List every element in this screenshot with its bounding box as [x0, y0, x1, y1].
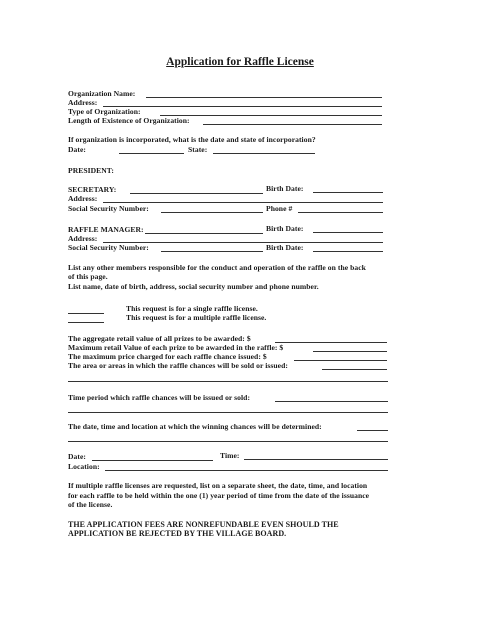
form-title: Application for Raffle License	[166, 56, 314, 68]
org-name-label: Organization Name:	[68, 89, 136, 98]
manager-birth2-field[interactable]	[313, 251, 383, 252]
org-length-label: Length of Existence of Organization:	[68, 116, 190, 125]
secretary-ssn-field[interactable]	[161, 212, 263, 213]
manager-ssn-field[interactable]	[161, 251, 263, 252]
members-line2: of this page.	[68, 272, 108, 281]
event-date-field[interactable]	[92, 460, 213, 461]
time-period-field-line2[interactable]	[68, 412, 388, 413]
incorporation-question: If organization is incorporated, what is the date and state of incorporation?	[68, 135, 316, 144]
fees-notice-line1: THE APPLICATION FEES ARE NONREFUNDABLE EVEN SHOULD THE	[68, 520, 339, 529]
manager-field[interactable]	[145, 233, 263, 234]
multiple-note-line3: of the license.	[68, 500, 113, 509]
event-date-label: Date:	[68, 452, 86, 461]
winning-field-line2[interactable]	[68, 441, 388, 442]
max-value-label: Maximum retail Value of each prize to be awarded in the raffle: $	[68, 343, 284, 352]
secretary-phone-label: Phone #	[266, 204, 293, 213]
area-field[interactable]	[322, 369, 387, 370]
area-label: The area or areas in which the raffle chances will be sold or issued:	[68, 361, 288, 370]
org-type-label: Type of Organization:	[68, 107, 141, 116]
members-line1: List any other members responsible for the conduct and operation of the raffle on the back	[68, 263, 366, 272]
aggregate-label: The aggregate retail value of all prizes to be awarded: $	[68, 334, 251, 343]
members-line3: List name, date of birth, address, social security number and phone number.	[68, 282, 319, 291]
area-field-line2[interactable]	[68, 381, 388, 382]
secretary-birth-field[interactable]	[313, 192, 383, 193]
manager-address-label: Address:	[68, 234, 98, 243]
max-price-field[interactable]	[294, 360, 387, 361]
event-time-field[interactable]	[244, 459, 388, 460]
winning-label: The date, time and location at which the winning chances will be determined:	[68, 422, 322, 431]
max-price-label: The maximum price charged for each raffle chance issued: $	[68, 352, 267, 361]
time-period-field[interactable]	[275, 401, 388, 402]
secretary-ssn-label: Social Security Number:	[68, 204, 149, 213]
secretary-label: SECRETARY:	[68, 185, 117, 194]
org-type-field[interactable]	[160, 115, 382, 116]
manager-label: RAFFLE MANAGER:	[68, 225, 144, 234]
secretary-field[interactable]	[130, 193, 263, 194]
secretary-phone-field[interactable]	[298, 212, 383, 213]
org-length-field[interactable]	[203, 124, 382, 125]
secretary-birth-label: Birth Date:	[266, 184, 304, 193]
org-name-field[interactable]	[146, 97, 382, 98]
winning-field[interactable]	[357, 430, 388, 431]
event-time-label: Time:	[220, 451, 240, 460]
multiple-check-field[interactable]	[68, 322, 104, 323]
manager-birth-label: Birth Date:	[266, 224, 304, 233]
org-address-label: Address:	[68, 98, 98, 107]
aggregate-field[interactable]	[275, 342, 387, 343]
secretary-address-label: Address:	[68, 194, 98, 203]
multiple-request-text: This request is for a multiple raffle license.	[126, 313, 267, 322]
manager-birth2-label: Birth Date:	[266, 243, 304, 252]
manager-ssn-label: Social Security Number:	[68, 243, 149, 252]
fees-notice-line2: APPLICATION BE REJECTED BY THE VILLAGE BOARD.	[68, 529, 287, 538]
multiple-note-line2: for each raffle to be held within the one (1) year period of time from the date of the issuance	[68, 491, 370, 500]
event-location-label: Location:	[68, 462, 100, 471]
single-check-field[interactable]	[68, 313, 104, 314]
incorporation-date-field[interactable]	[119, 153, 184, 154]
incorporation-state-label: State:	[188, 145, 208, 154]
time-period-label: Time period which raffle chances will be issued or sold:	[68, 393, 251, 402]
single-request-text: This request is for a single raffle license.	[126, 304, 258, 313]
incorporation-date-label: Date:	[68, 145, 86, 154]
event-location-field[interactable]	[105, 470, 388, 471]
manager-birth-field[interactable]	[313, 232, 383, 233]
secretary-address-field[interactable]	[103, 202, 383, 203]
incorporation-state-field[interactable]	[213, 153, 315, 154]
max-value-field[interactable]	[313, 351, 387, 352]
org-address-field[interactable]	[103, 106, 382, 107]
multiple-note-line1: If multiple raffle licenses are requested, list on a separate sheet, the date, time, and location	[68, 481, 368, 490]
president-label: PRESIDENT:	[68, 166, 114, 175]
